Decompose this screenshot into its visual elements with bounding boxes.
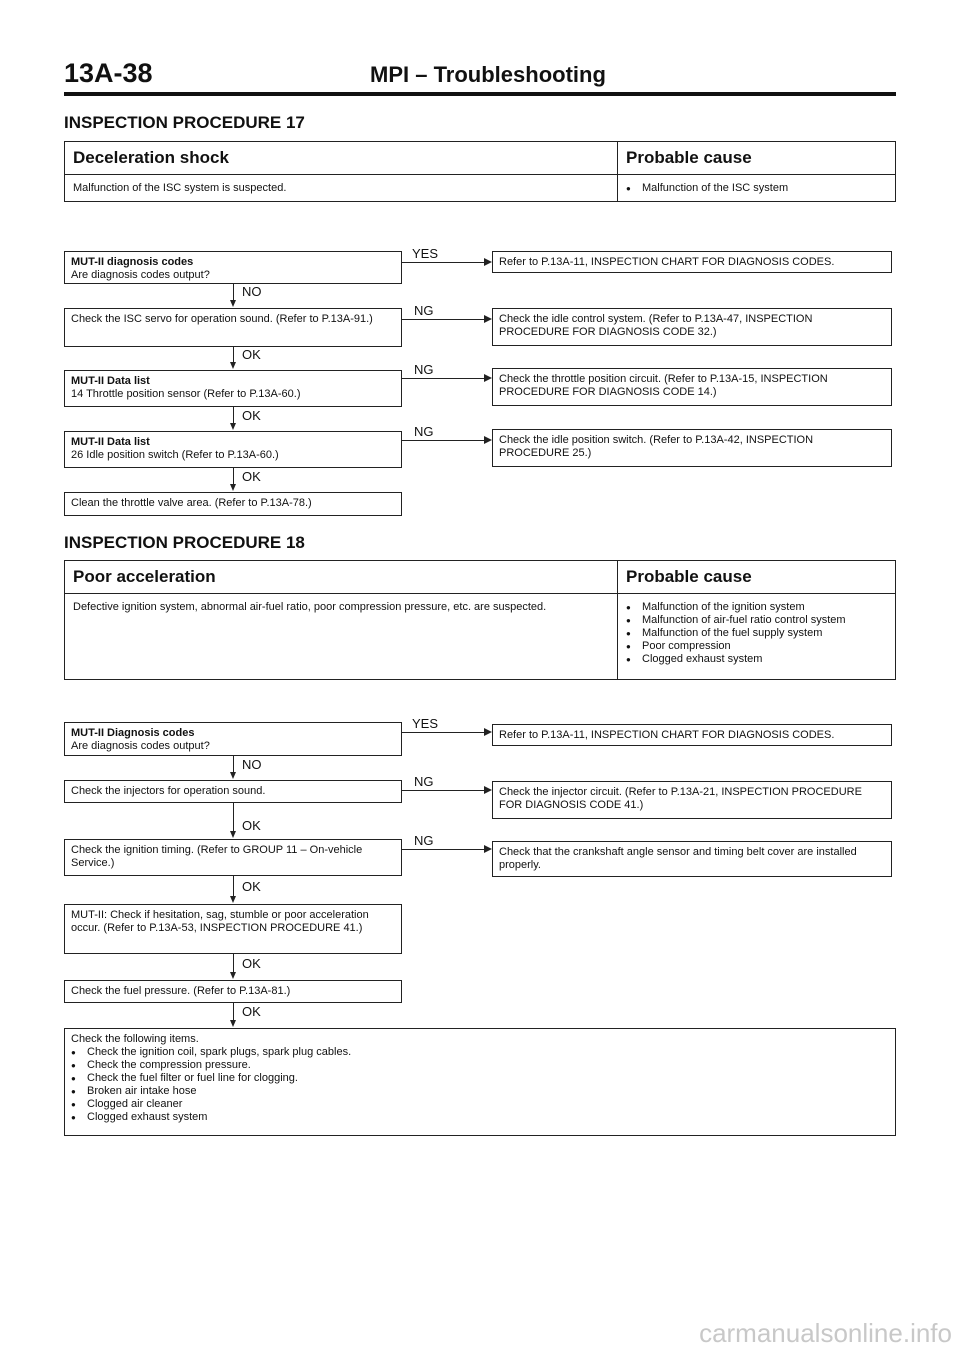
final-item: ● Broken air intake hose — [71, 1085, 889, 1098]
arrow-down-icon — [230, 831, 236, 838]
result-text: Check the throttle position circuit. (Refer to P.13A-15, INSPECTION PROCEDURE FOR DIAGNOSIS CODE 14.) — [499, 373, 828, 398]
step-text: MUT-II: Check if hesitation, sag, stumble or poor acceleration occur. (Refer to P.13A-53, INSPECTION PROCEDURE 41.) — [71, 909, 369, 934]
final-item: ● Clogged exhaust system — [71, 1111, 889, 1124]
flow-label: NO — [242, 284, 262, 299]
p18-step-fuel-pressure — [64, 980, 402, 1003]
step-bold-label: MUT-II Data list — [71, 436, 150, 448]
step-text: Check the ISC servo for operation sound. (Refer to P.13A-91.) — [71, 313, 373, 325]
procedure-18-title: INSPECTION PROCEDURE 18 — [64, 533, 305, 552]
flow-connector — [233, 284, 234, 301]
arrow-down-icon — [230, 772, 236, 779]
step-text: Clean the throttle valve area. (Refer to P.13A-78.) — [71, 497, 312, 509]
p17-result-diagnosis-chart — [492, 251, 892, 273]
step-text: Check the fuel pressure. (Refer to P.13A-81.) — [71, 985, 291, 997]
arrow-right-icon — [484, 786, 492, 794]
branch-connector — [402, 262, 488, 263]
procedure-17-cause-table — [64, 141, 896, 202]
p18-result-diagnosis-chart — [492, 724, 892, 746]
result-text: Check the idle control system. (Refer to P.13A-47, INSPECTION PROCEDURE FOR DIAGNOSIS CODE 32.) — [499, 313, 813, 338]
arrow-right-icon — [484, 374, 492, 382]
result-text: Check the idle position switch. (Refer to P.13A-42, INSPECTION PROCEDURE 25.) — [499, 434, 814, 459]
branch-connector — [402, 378, 488, 379]
arrow-down-icon — [230, 423, 236, 430]
p18-result-injector-circuit — [492, 781, 892, 819]
flow-connector — [233, 407, 234, 424]
flow-label: OK — [242, 408, 261, 423]
flow-connector — [233, 756, 234, 773]
p18-step-hesitation-check — [64, 904, 402, 954]
procedure-18-cause-table — [64, 560, 896, 680]
symptom-description: Malfunction of the ISC system is suspected. — [65, 175, 618, 202]
final-items-list — [71, 1046, 889, 1124]
procedure-17-title: INSPECTION PROCEDURE 17 — [64, 113, 305, 132]
branch-label: YES — [412, 716, 439, 731]
flow-label: OK — [242, 879, 261, 894]
arrow-down-icon — [230, 484, 236, 491]
step-text: 14 Throttle position sensor (Refer to P.13A-60.) — [71, 388, 301, 400]
p18-step-diagnosis-codes — [64, 722, 402, 756]
branch-connector — [402, 732, 488, 733]
result-text: Refer to P.13A-11, INSPECTION CHART FOR DIAGNOSIS CODES. — [499, 729, 835, 741]
flow-connector — [233, 954, 234, 973]
p18-step-injectors — [64, 780, 402, 803]
arrow-down-icon — [230, 896, 236, 903]
p17-step-idle-switch — [64, 431, 402, 468]
probable-cause-item: ● Malfunction of air-fuel ratio control system — [626, 614, 887, 627]
p17-step-clean-throttle — [64, 492, 402, 516]
step-bold-label: MUT-II Diagnosis codes — [71, 727, 195, 739]
branch-label: NG — [414, 833, 434, 848]
result-text: Check that the crankshaft angle sensor and timing belt cover are installed properly. — [499, 846, 857, 871]
p17-result-idle-switch — [492, 429, 892, 467]
flow-connector — [233, 876, 234, 897]
branch-label: NG — [414, 303, 434, 318]
flow-connector — [233, 803, 234, 832]
arrow-right-icon — [484, 315, 492, 323]
p17-result-idle-control — [492, 308, 892, 346]
flow-label: OK — [242, 469, 261, 484]
arrow-down-icon — [230, 972, 236, 979]
arrow-right-icon — [484, 845, 492, 853]
arrow-down-icon — [230, 300, 236, 307]
step-bold-label: MUT-II Data list — [71, 375, 150, 387]
p18-step-ignition-timing — [64, 839, 402, 876]
branch-label: NG — [414, 362, 434, 377]
p17-step-diagnosis-codes — [64, 251, 402, 284]
probable-cause-item: ● Poor compression — [626, 640, 887, 653]
symptom-heading: Deceleration shock — [65, 142, 618, 175]
step-text: Are diagnosis codes output? — [71, 269, 210, 281]
result-text: Check the injector circuit. (Refer to P.13A-21, INSPECTION PROCEDURE FOR DIAGNOSIS CODE 41.) — [499, 786, 862, 811]
probable-cause-list — [626, 601, 887, 666]
flow-label: OK — [242, 818, 261, 833]
p17-result-throttle-circuit — [492, 368, 892, 406]
final-item: ● Check the compression pressure. — [71, 1059, 889, 1072]
branch-label: YES — [412, 246, 439, 261]
watermark: carmanualsonline.info — [699, 1318, 952, 1348]
flow-label: OK — [242, 956, 261, 971]
flow-label: OK — [242, 347, 261, 362]
flow-connector — [233, 468, 234, 485]
branch-label: NG — [414, 424, 434, 439]
probable-cause-heading: Probable cause — [618, 561, 896, 594]
result-text: Refer to P.13A-11, INSPECTION CHART FOR DIAGNOSIS CODES. — [499, 256, 835, 268]
step-text: 26 Idle position switch (Refer to P.13A-60.) — [71, 449, 279, 461]
arrow-down-icon — [230, 1020, 236, 1027]
p17-step-throttle-sensor — [64, 370, 402, 407]
flow-connector — [233, 347, 234, 363]
probable-cause-item: ● Malfunction of the ignition system — [626, 601, 887, 614]
final-item: ● Check the fuel filter or fuel line for clogging. — [71, 1072, 889, 1085]
branch-connector — [402, 849, 488, 850]
probable-cause-list — [626, 182, 887, 195]
step-text: Are diagnosis codes output? — [71, 740, 210, 752]
branch-connector — [402, 319, 488, 320]
arrow-right-icon — [484, 258, 492, 266]
branch-connector — [402, 440, 488, 441]
symptom-description: Defective ignition system, abnormal air-fuel ratio, poor compression pressure, etc. are suspected. — [65, 594, 618, 680]
header-rule — [64, 92, 896, 96]
flow-connector — [233, 1003, 234, 1021]
step-text: Check the ignition timing. (Refer to GROUP 11 – On-vehicle Service.) — [71, 844, 363, 869]
flow-label: OK — [242, 1004, 261, 1019]
step-text: Check the injectors for operation sound. — [71, 785, 266, 797]
p18-result-crank-sensor — [492, 841, 892, 877]
final-heading: Check the following items. — [71, 1033, 199, 1045]
probable-cause-item: ● Malfunction of the ISC system — [626, 182, 887, 195]
symptom-heading: Poor acceleration — [65, 561, 618, 594]
page-number: 13A-38 — [64, 58, 153, 88]
page-title: MPI – Troubleshooting — [370, 62, 606, 87]
probable-cause-item: ● Malfunction of the fuel supply system — [626, 627, 887, 640]
branch-label: NG — [414, 774, 434, 789]
probable-cause-item: ● Clogged exhaust system — [626, 653, 887, 666]
arrow-down-icon — [230, 362, 236, 369]
p17-step-isc-servo — [64, 308, 402, 347]
final-item: ● Clogged air cleaner — [71, 1098, 889, 1111]
branch-connector — [402, 790, 488, 791]
p18-final-check-items — [64, 1028, 896, 1136]
arrow-right-icon — [484, 728, 492, 736]
final-item: ● Check the ignition coil, spark plugs, spark plug cables. — [71, 1046, 889, 1059]
probable-cause-heading: Probable cause — [618, 142, 896, 175]
step-bold-label: MUT-II diagnosis codes — [71, 256, 194, 268]
arrow-right-icon — [484, 436, 492, 444]
flow-label: NO — [242, 757, 262, 772]
